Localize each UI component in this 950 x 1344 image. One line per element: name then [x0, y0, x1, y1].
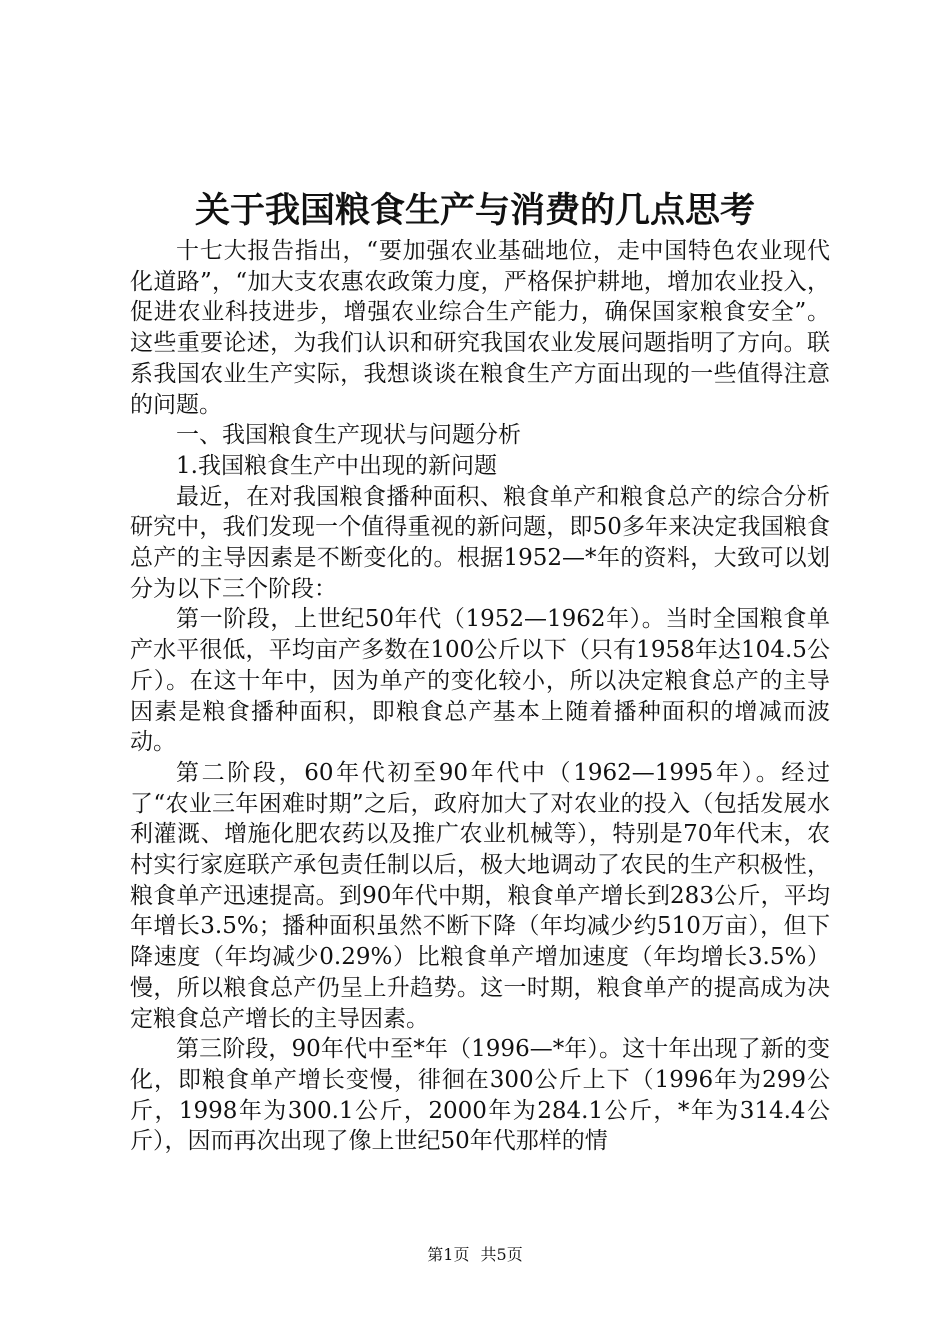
paragraph-stage-two: 第二阶段，60年代初至90年代中（1962—1995年）。经过了“农业三年困难时期”之后，政府加大了对农业的投入（包括发展水利灌溉、增施化肥农药以及推广农业机械等），特别是70年代末，农村实行家庭联产承包责任制以后，极大地调动了农民的生产积极性，粮食单产迅速提高。到90年代中期，粮食单产增长到283公斤，平均年增长3.5%；播种面积虽然不断下降（年均减少约510万亩），但下降速度（年均减少0.29%）比粮食单产增加速度（年均增长3.5%）慢，所以粮食总产仍呈上升趋势。这一时期，粮食单产的提高成为决定粮食总产增长的主导因素。 — [130, 759, 830, 1032]
page-footer — [0, 1244, 950, 1266]
paragraph-stage-three: 第三阶段，90年代中至*年（1996—*年）。这十年出现了新的变化，即粮食单产增长变慢，徘徊在300公斤上下（1996年为299公斤，1998年为300.1公斤，2000年为284.1公斤，*年为314.4公斤），因而再次出现了像上世纪50年代那样的情 — [130, 1036, 830, 1155]
paragraph-stage-one: 第一阶段，上世纪50年代（1952—1962年）。当时全国粮食单产水平很低，平均亩产多数在100公斤以下（只有1958年达104.5公斤）。在这十年中，因为单产的变化较小，所以决定粮食总产的主导因素是粮食播种面积，即粮食总产基本上随着播种面积的增减而波动。 — [130, 606, 830, 756]
subsection-heading: 1.我国粮食生产中出现的新问题 — [176, 452, 497, 479]
paragraph-overview: 最近，在对我国粮食播种面积、粮食单产和粮食总产的综合分析研究中，我们发现一个值得重视的新问题，即50多年来决定我国粮食总产的主导因素是不断变化的。根据1952—*年的资料，大致可以划分为以下三个阶段： — [130, 483, 830, 602]
paragraph-intro: 十七大报告指出，“要加强农业基础地位，走中国特色农业现代化道路”，“加大支农惠农政策力度，严格保护耕地，增加农业投入，促进农业科技进步，增强农业综合生产能力，确保国家粮食安全”。这些重要论述，为我们认识和研究我国农业发展问题指明了方向。联系我国农业生产实际，我想谈谈在粮食生产方面出现的一些值得注意的问题。 — [130, 238, 830, 418]
page-total: 共5页 — [480, 1245, 523, 1264]
document-title: 关于我国粮食生产与消费的几点思考 — [194, 190, 755, 231]
page-number: 第1页 — [427, 1245, 470, 1264]
section-heading: 一、我国粮食生产现状与问题分析 — [176, 422, 521, 449]
document-body — [130, 236, 830, 1157]
